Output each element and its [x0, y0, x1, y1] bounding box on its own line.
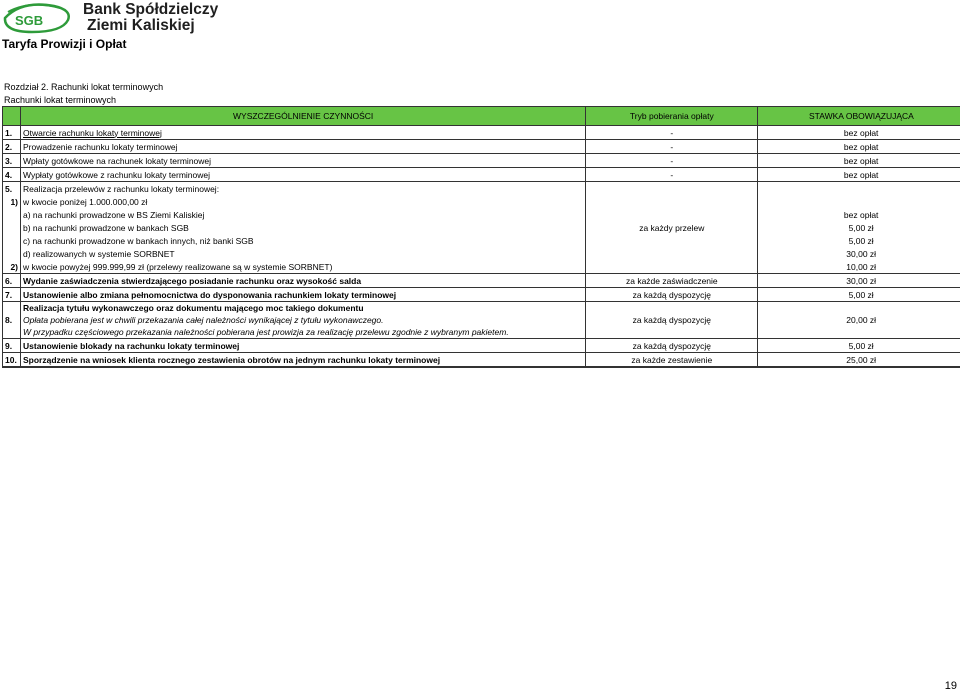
row-number: 4. [3, 168, 21, 182]
subrow-rate: 5,00 zł [758, 221, 960, 234]
row-mode: - [586, 140, 758, 154]
subrow-description: d) realizowanych w systemie SORBNET [21, 247, 586, 260]
subrow-description: c) na rachunki prowadzone w bankach innych, niż banki SGB [21, 234, 586, 247]
table-row [3, 168, 960, 182]
row-number: 2. [3, 140, 21, 154]
row-number: 9. [3, 339, 21, 353]
subrow-number: 1) [3, 195, 21, 208]
table-subrow [3, 260, 960, 274]
row-description: Prowadzenie rachunku lokaty terminowej [21, 140, 586, 154]
bank-name-line2: Ziemi Kaliskiej [87, 17, 195, 34]
table-row [3, 339, 960, 353]
row-description: Realizacja przelewów z rachunku lokaty terminowej: [21, 182, 586, 196]
column-header-desc: WYSZCZEGÓLNIENIE CZYNNOŚCI [21, 107, 586, 126]
row-note: W przypadku częściowego przekazania należności pobierana jest prowizja za realizację przelewu zgodnie z wybranym pakietem. [21, 326, 586, 339]
bank-name [83, 2, 218, 34]
table-subrow [3, 234, 960, 247]
table-header [3, 107, 960, 126]
row-number: 5. [3, 182, 21, 196]
subrow-description: a) na rachunki prowadzone w BS Ziemi Kaliskiej [21, 208, 586, 221]
row-description: Wypłaty gotówkowe z rachunku lokaty terminowej [21, 168, 586, 182]
row-description: Ustanowienie albo zmiana pełnomocnictwa do dysponowania rachunkiem lokaty terminowej [21, 288, 586, 302]
row-number: 1. [3, 126, 21, 140]
tariff-table [2, 106, 960, 368]
row-rate: 30,00 zł [758, 274, 960, 288]
row-mode: za każde zestawienie [586, 353, 758, 368]
row-number: 3. [3, 154, 21, 168]
page-number: 19 [944, 680, 957, 692]
row-number: 10. [3, 353, 21, 368]
row-number: 6. [3, 274, 21, 288]
table-row [3, 302, 960, 315]
row-rate: 20,00 zł [758, 302, 960, 339]
row-description: Sporządzenie na wniosek klienta rocznego zestawienia obrotów na jednym rachunku lokaty terminowej [21, 353, 586, 368]
subrow-rate: bez opłat [758, 208, 960, 221]
row-number: 8. [3, 302, 21, 339]
column-header-rate: STAWKA OBOWIĄZUJĄCA [758, 107, 960, 126]
subrow-rate: 5,00 zł [758, 234, 960, 247]
row-mode: - [586, 168, 758, 182]
row-mode: - [586, 154, 758, 168]
row-mode: za każdą dyspozycję [586, 288, 758, 302]
document-subtitle: Taryfa Prowizji i Opłat [2, 37, 127, 51]
row-note: Opłata pobierana jest w chwili przekazania całej należności wynikającej z tytułu wykonawczego. [21, 314, 586, 326]
row-rate: bez opłat [758, 126, 960, 140]
row-mode: za każde zaświadczenie [586, 274, 758, 288]
subrow-description: w kwocie poniżej 1.000.000,00 zł [21, 195, 586, 208]
sgb-logo [2, 2, 74, 35]
row-mode: za każdą dyspozycję [586, 302, 758, 339]
table-row [3, 288, 960, 302]
subrow-description: w kwocie powyżej 999.999,99 zł (przelewy realizowane są w systemie SORBNET) [21, 260, 586, 274]
subrow-rate: 30,00 zł [758, 247, 960, 260]
table-row [3, 274, 960, 288]
table-subrow [3, 195, 960, 208]
row-mode: za każdą dyspozycję [586, 339, 758, 353]
table-subrow [3, 221, 960, 234]
column-header-mode: Tryb pobierania opłaty [586, 107, 758, 126]
table-row [3, 126, 960, 140]
chapter-title: Rozdział 2. Rachunki lokat terminowych [4, 82, 164, 92]
table-row [3, 353, 960, 368]
logo-text: SGB [15, 13, 44, 28]
row-description: Realizacja tytułu wykonawczego oraz dokumentu mającego moc takiego dokumentu [21, 302, 586, 315]
row-rate: 5,00 zł [758, 288, 960, 302]
subrow-description: b) na rachunki prowadzone w bankach SGB [21, 221, 586, 234]
row-description: Ustanowienie blokady na rachunku lokaty terminowej [21, 339, 586, 353]
table-row [3, 154, 960, 168]
table-row [3, 140, 960, 154]
table-row [3, 182, 960, 196]
subrow-mode: za każdy przelew [586, 221, 758, 234]
row-mode: - [586, 126, 758, 140]
row-description: Otwarcie rachunku lokaty terminowej [21, 126, 586, 140]
row-rate: 25,00 zł [758, 353, 960, 368]
subrow-number: 2) [3, 260, 21, 274]
row-rate: bez opłat [758, 154, 960, 168]
row-rate: 5,00 zł [758, 339, 960, 353]
row-rate: bez opłat [758, 168, 960, 182]
table-subrow [3, 247, 960, 260]
row-rate: bez opłat [758, 140, 960, 154]
section-title: Rachunki lokat terminowych [4, 95, 117, 105]
bank-name-line1: Bank Spółdzielczy [83, 1, 219, 18]
row-number: 7. [3, 288, 21, 302]
row-description: Wydanie zaświadczenia stwierdzającego posiadanie rachunku oraz wysokość salda [21, 274, 586, 288]
row-description: Wpłaty gotówkowe na rachunek lokaty terminowej [21, 154, 586, 168]
table-subrow [3, 208, 960, 221]
subrow-rate: 10,00 zł [758, 260, 960, 274]
